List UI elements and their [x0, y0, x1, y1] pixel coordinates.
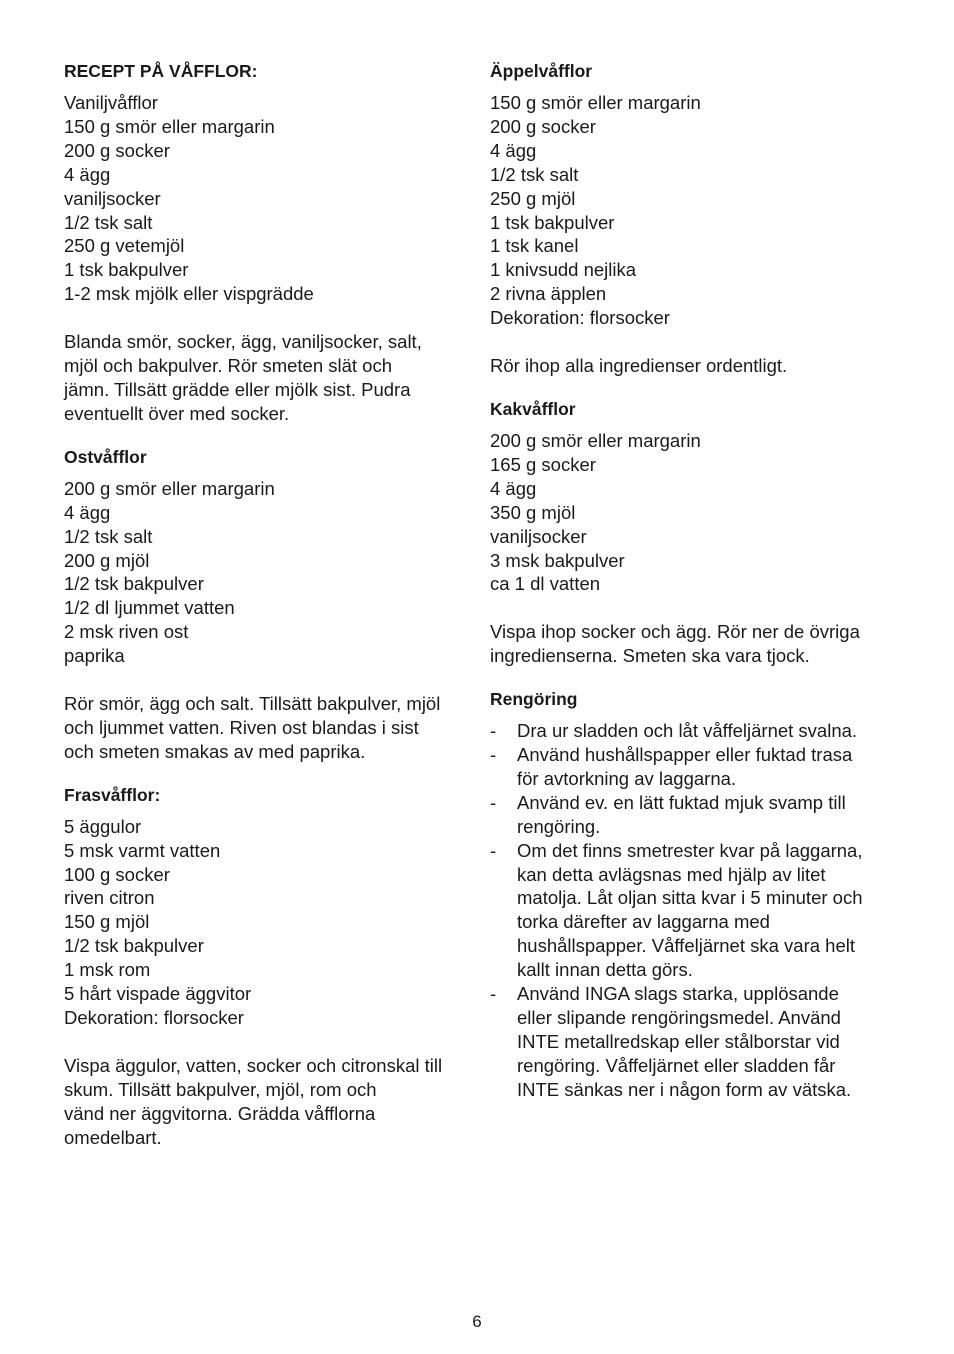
bullet-dash: - — [490, 791, 497, 813]
ingredient-list — [64, 91, 474, 306]
ingredient-list — [64, 815, 474, 1030]
ingredient: 150 g mjöl — [64, 911, 150, 933]
ingredient: 200 g smör eller margarin — [64, 477, 275, 499]
instruction-line: skum. Tillsätt bakpulver, mjöl, rom och — [64, 1078, 377, 1100]
list-item-line: rengöring. Våffeljärnet eller sladden får — [517, 1054, 836, 1076]
ingredient: 1 knivsudd nejlika — [490, 259, 637, 281]
ingredient: 4 ägg — [64, 163, 111, 185]
ingredient: Dekoration: florsocker — [490, 307, 670, 329]
list-item-line: Om det finns smetrester kvar på laggarna, — [517, 839, 863, 861]
ingredient: 2 msk riven ost — [64, 621, 189, 643]
bullet-dash: - — [490, 744, 497, 766]
bullet-dash: - — [490, 983, 497, 1005]
ingredient: 1/2 dl ljummet vatten — [64, 597, 235, 619]
right-column — [490, 60, 890, 1102]
recipe-kakvafflor — [490, 398, 890, 668]
instruction-line: och smeten smakas av med paprika. — [64, 740, 366, 762]
ingredient: 1/2 tsk bakpulver — [64, 573, 204, 595]
ingredient: 1 msk rom — [64, 959, 151, 981]
list-item — [490, 839, 890, 982]
cleaning-section — [490, 688, 890, 1102]
instruction-line: jämn. Tillsätt grädde eller mjölk sist. Pudra — [64, 378, 411, 400]
ingredient: vaniljsocker — [64, 187, 161, 209]
ingredient: 1/2 tsk salt — [64, 525, 153, 547]
ingredient: 200 g smör eller margarin — [490, 429, 701, 451]
recipe-appelvafflor — [490, 60, 890, 378]
list-item-line: rengöring. — [517, 815, 601, 837]
ingredient: ca 1 dl vatten — [490, 573, 601, 595]
list-item — [490, 719, 890, 743]
ingredient: 1/2 tsk salt — [490, 163, 579, 185]
instruction-line: Blanda smör, socker, ägg, vaniljsocker, salt, — [64, 331, 422, 353]
ingredient: riven citron — [64, 887, 155, 909]
cleaning-list — [490, 719, 890, 1102]
ingredient: vaniljsocker — [490, 525, 587, 547]
list-item — [490, 791, 890, 839]
ingredient: 250 g vetemjöl — [64, 235, 185, 257]
recipe-title: Ostvåfflor — [64, 446, 147, 467]
ingredient: Vaniljvåfflor — [64, 92, 158, 113]
recipe-title: Kakvåfflor — [490, 398, 576, 419]
instruction-line: och ljummet vatten. Riven ost blandas i sist — [64, 716, 419, 738]
ingredient: 5 hårt vispade äggvitor — [64, 983, 252, 1005]
section-title: Rengöring — [490, 689, 578, 710]
list-item-line: torka därefter av laggarna med — [517, 911, 770, 933]
recipe-ostvafflor — [64, 446, 474, 764]
instruction-line: Rör ihop alla ingredienser ordentligt. — [490, 355, 788, 377]
ingredient: 1-2 msk mjölk eller vispgrädde — [64, 283, 314, 305]
instructions — [64, 330, 474, 426]
instructions — [64, 692, 474, 764]
list-item-line: kan detta avlägsnas med hjälp av litet — [517, 863, 826, 885]
list-item-line: för avtorkning av laggarna. — [517, 767, 737, 789]
list-item-line: Dra ur sladden och låt våffeljärnet svalna. — [517, 720, 858, 742]
ingredient: 5 äggulor — [64, 815, 142, 837]
left-column — [64, 60, 474, 1150]
ingredient: 1 tsk bakpulver — [490, 211, 615, 233]
ingredient: 4 ägg — [64, 501, 111, 523]
instruction-line: mjöl och bakpulver. Rör smeten slät och — [64, 355, 393, 377]
ingredient: 1/2 tsk bakpulver — [64, 935, 204, 957]
ingredient: 2 rivna äpplen — [490, 283, 607, 305]
page-number: 6 — [472, 1312, 482, 1331]
list-item-line: Använd hushållspapper eller fuktad trasa — [517, 744, 853, 766]
bullet-dash: - — [490, 720, 497, 742]
instruction-line: Vispa äggulor, vatten, socker och citronskal till — [64, 1054, 443, 1076]
instruction-line: Vispa ihop socker och ägg. Rör ner de övriga — [490, 621, 860, 643]
ingredient: 100 g socker — [64, 863, 170, 885]
list-item-line: eller slipande rengöringsmedel. Använd — [517, 1007, 841, 1028]
instruction-line: Rör smör, ägg och salt. Tillsätt bakpulver, mjöl — [64, 693, 441, 715]
list-item — [490, 982, 890, 1102]
instructions — [490, 354, 890, 378]
ingredient: 5 msk varmt vatten — [64, 839, 221, 861]
ingredient: 200 g socker — [490, 115, 596, 137]
list-item-line: INTE sänkas ner i någon form av vätska. — [517, 1078, 852, 1100]
ingredient: 3 msk bakpulver — [490, 549, 625, 571]
ingredient: 250 g mjöl — [490, 187, 576, 209]
ingredient-list — [490, 91, 890, 330]
instruction-line: vänd ner äggvitorna. Grädda våfflorna — [64, 1102, 376, 1124]
recipe-title: Frasvåfflor: — [64, 784, 161, 805]
ingredient-list — [490, 429, 890, 596]
ingredient: 200 g socker — [64, 139, 170, 161]
list-item-line: matolja. Låt oljan sitta kvar i 5 minuter och — [517, 887, 863, 909]
list-item-line: kallt innan detta görs. — [517, 959, 693, 981]
ingredient: 1 tsk bakpulver — [64, 259, 189, 281]
instructions — [490, 620, 890, 668]
ingredient: 150 g smör eller margarin — [64, 115, 275, 137]
recipe-title: RECEPT PÅ VÅFFLOR: — [64, 61, 258, 81]
ingredient: paprika — [64, 645, 125, 667]
ingredient: Dekoration: florsocker — [64, 1007, 244, 1028]
instruction-line: ingredienserna. Smeten ska vara tjock. — [490, 645, 810, 667]
bullet-dash: - — [490, 839, 497, 861]
list-item-line: hushållspapper. Våffeljärnet ska vara helt — [517, 935, 856, 957]
ingredient: 200 g mjöl — [64, 549, 150, 571]
list-item-line: INTE metallredskap eller stålborstar vid — [517, 1030, 840, 1052]
instruction-line: eventuellt över med socker. — [64, 402, 290, 424]
ingredient: 4 ägg — [490, 139, 537, 161]
recipe-title: Äppelvåfflor — [490, 61, 593, 81]
recipe-frasvafflor — [64, 784, 474, 1150]
list-item-line: Använd ev. en lätt fuktad mjuk svamp till — [517, 791, 846, 813]
instruction-line: omedelbart. — [64, 1126, 162, 1148]
ingredient-list — [64, 477, 474, 668]
ingredient: 350 g mjöl — [490, 501, 576, 523]
list-item — [490, 743, 890, 791]
list-item-line: Använd INGA slags starka, upplösande — [517, 983, 839, 1005]
ingredient: 4 ägg — [490, 477, 537, 499]
instructions — [64, 1054, 474, 1150]
ingredient: 165 g socker — [490, 453, 596, 475]
recipe-vaniljvafflor — [64, 60, 474, 426]
ingredient: 150 g smör eller margarin — [490, 92, 701, 113]
ingredient: 1/2 tsk salt — [64, 211, 153, 233]
ingredient: 1 tsk kanel — [490, 235, 579, 257]
